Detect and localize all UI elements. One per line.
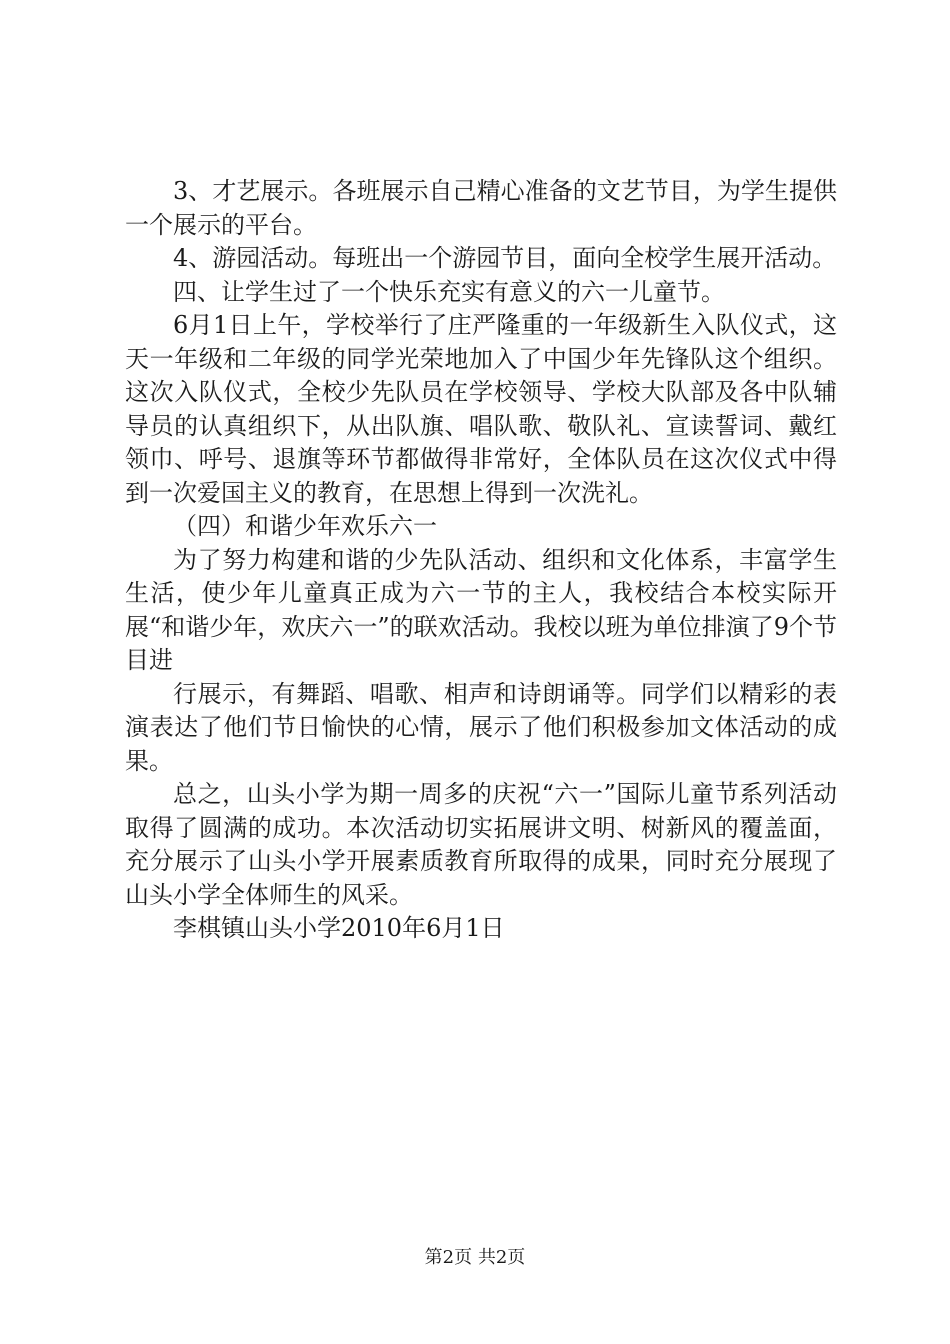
- paragraph-induction-ceremony: 6月1日上午，学校举行了庄严隆重的一年级新生入队仪式，这天一年级和二年级的同学光荣地加入了中国少年先锋队这个组织。这次入队仪式，全校少先队员在学校领导、学校大队部及各中队辅导员的认真组织下，从出队旗、唱队歌、敬队礼、宣读誓词、戴红领巾、呼号、退旗等环节都做得非常好，全体队员在这次仪式中得到一次爱国主义的教育，在思想上得到一次洗礼。: [125, 311, 837, 507]
- paragraph-summary: 总之，山头小学为期一周多的庆祝“六一”国际儿童节系列活动取得了圆满的成功。本次活动切实拓展讲文明、树新风的覆盖面，充分展示了山头小学开展素质教育所取得的成果，同时充分展现了山头小学全体师生的风采。: [125, 780, 837, 909]
- paragraph-harmony-activity: 为了努力构建和谐的少先队活动、组织和文化体系，丰富学生生活，使少年儿童真正成为六一节的主人，我校结合本校实际开展“和谐少年，欢庆六一”的联欢活动。我校以班为单位排演了9个节目进: [125, 545, 837, 674]
- paragraph-garden-activity: 4、游园活动。每班出一个游园节目，面向全校学生展开活动。: [173, 244, 837, 272]
- document-body: [125, 175, 837, 946]
- paragraph-subheading-harmony: （四）和谐少年欢乐六一: [173, 512, 437, 540]
- page-footer: 第2页 共2页: [424, 1247, 526, 1268]
- paragraph-signature-date: 李棋镇山头小学2010年6月1日: [173, 914, 505, 942]
- paragraph-section-four: 四、让学生过了一个快乐充实有意义的六一儿童节。: [173, 277, 725, 306]
- paragraph-talent-show: 3、才艺展示。各班展示自己精心准备的文艺节目，为学生提供一个展示的平台。: [125, 177, 837, 239]
- paragraph-performances: 行展示，有舞蹈、唱歌、相声和诗朗诵等。同学们以精彩的表演表达了他们节日愉快的心情，展示了他们积极参加文体活动的成果。: [125, 679, 837, 775]
